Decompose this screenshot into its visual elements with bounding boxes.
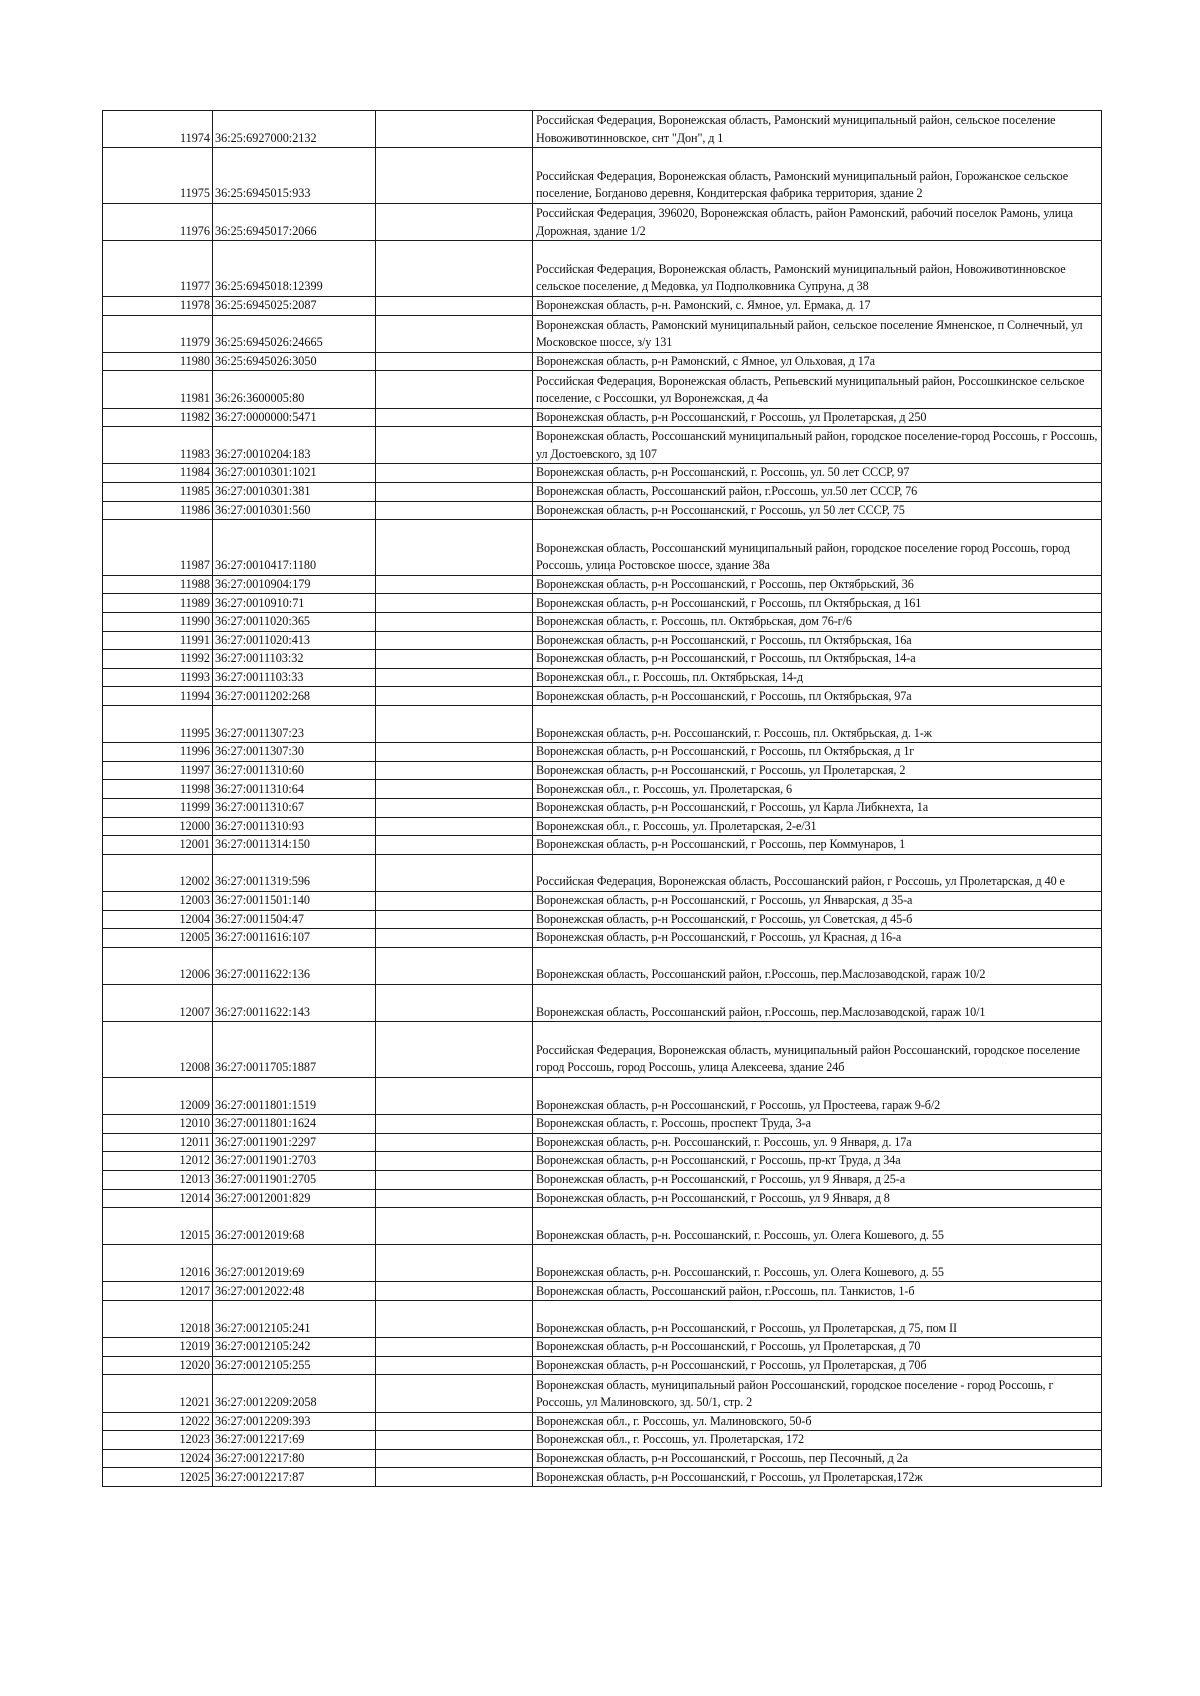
table-row	[103, 148, 1102, 204]
table-row	[103, 241, 1102, 297]
row-number: 11976	[103, 203, 213, 240]
cadastral-number: 36:27:0011901:2705	[213, 1170, 376, 1189]
cadastral-number: 36:26:3600005:80	[213, 371, 376, 408]
empty-cell	[376, 203, 533, 240]
empty-cell	[376, 836, 533, 855]
row-number: 12021	[103, 1375, 213, 1412]
empty-cell	[376, 501, 533, 520]
empty-cell	[376, 631, 533, 650]
cadastral-number: 36:27:0011020:413	[213, 631, 376, 650]
cadastral-number: 36:27:0012209:2058	[213, 1375, 376, 1412]
table-row	[103, 668, 1102, 687]
empty-cell	[376, 575, 533, 594]
empty-cell	[376, 687, 533, 706]
row-number: 12019	[103, 1338, 213, 1357]
cadastral-number: 36:27:0012001:829	[213, 1189, 376, 1208]
table-row	[103, 1412, 1102, 1431]
empty-cell	[376, 947, 533, 984]
address-cell: Воронежская область, р-н Рамонский, с Ямное, ул Ольховая, д 17а	[533, 352, 1102, 371]
empty-cell	[376, 427, 533, 464]
empty-cell	[376, 1338, 533, 1357]
row-number: 11982	[103, 408, 213, 427]
empty-cell	[376, 1189, 533, 1208]
empty-cell	[376, 743, 533, 762]
address-cell: Воронежская область, р-н Россошанский, г Россошь, ул Красная, д 16-а	[533, 929, 1102, 948]
table-row	[103, 891, 1102, 910]
table-row	[103, 836, 1102, 855]
cadastral-number: 36:27:0010904:179	[213, 575, 376, 594]
row-number: 12012	[103, 1152, 213, 1171]
address-cell: Воронежская область, р-н. Россошанский, г. Россошь, ул. 9 Января, д. 17а	[533, 1133, 1102, 1152]
address-cell: Воронежская область, Россошанский район, г.Россошь, пл. Танкистов, 1-б	[533, 1282, 1102, 1301]
address-cell: Воронежская область, муниципальный район Россошанский, городское поселение - город Россошь, г Россошь, ул Малиновского, зд. 50/1, стр. 2	[533, 1375, 1102, 1412]
cadastral-number: 36:27:0011501:140	[213, 891, 376, 910]
empty-cell	[376, 910, 533, 929]
cadastral-number: 36:27:0011307:23	[213, 706, 376, 743]
row-number: 12000	[103, 817, 213, 836]
address-cell: Воронежская область, р-н Россошанский, г Россошь, пер Песочный, д 2а	[533, 1449, 1102, 1468]
address-cell: Воронежская область, р-н Россошанский, г Россошь, пр-кт Труда, д 34а	[533, 1152, 1102, 1171]
cadastral-number: 36:25:6945026:3050	[213, 352, 376, 371]
row-number: 11995	[103, 706, 213, 743]
table-row	[103, 352, 1102, 371]
row-number: 12017	[103, 1282, 213, 1301]
address-cell: Воронежская область, Рамонский муниципальный район, сельское поселение Ямненское, п Солнечный, ул Московское шоссе, з/у 131	[533, 315, 1102, 352]
empty-cell	[376, 1077, 533, 1114]
empty-cell	[376, 706, 533, 743]
table-row	[103, 1152, 1102, 1171]
cadastral-number: 36:27:0011307:30	[213, 743, 376, 762]
cadastral-number: 36:27:0010301:560	[213, 501, 376, 520]
row-number: 11991	[103, 631, 213, 650]
address-cell: Воронежская область, р-н Россошанский, г Россошь, пл Октябрьская, д 161	[533, 594, 1102, 613]
cadastral-number: 36:27:0011504:47	[213, 910, 376, 929]
table-row	[103, 427, 1102, 464]
empty-cell	[376, 464, 533, 483]
table-row	[103, 984, 1102, 1021]
table-row	[103, 371, 1102, 408]
table-row	[103, 482, 1102, 501]
address-cell: Российская Федерация, Воронежская область, Рамонский муниципальный район, сельское поселение Новоживотинновское, снт "Дон", д 1	[533, 111, 1102, 148]
empty-cell	[376, 1375, 533, 1412]
address-cell: Воронежская область, р-н Россошанский, г Россошь, ул Январская, д 35-а	[533, 891, 1102, 910]
empty-cell	[376, 315, 533, 352]
address-cell: Воронежская область, р-н Россошанский, г Россошь, ул Пролетарская, д 250	[533, 408, 1102, 427]
table-row	[103, 854, 1102, 891]
row-number: 12011	[103, 1133, 213, 1152]
row-number: 11999	[103, 799, 213, 818]
table-row	[103, 780, 1102, 799]
empty-cell	[376, 817, 533, 836]
row-number: 12014	[103, 1189, 213, 1208]
row-number: 11981	[103, 371, 213, 408]
table-row	[103, 743, 1102, 762]
table-row	[103, 910, 1102, 929]
cadastral-number: 36:27:0011020:365	[213, 613, 376, 632]
cadastral-number: 36:27:0011202:268	[213, 687, 376, 706]
address-cell: Воронежская область, р-н Россошанский, г Россошь, ул Пролетарская, д 70	[533, 1338, 1102, 1357]
cadastral-number: 36:27:0011310:93	[213, 817, 376, 836]
address-cell: Воронежская область, р-н Россошанский, г Россошь, ул Пролетарская, д 75, пом II	[533, 1301, 1102, 1338]
address-cell: Воронежская область, р-н Россошанский, г Россошь, пер Октябрьский, 36	[533, 575, 1102, 594]
cadastral-number: 36:27:0011801:1624	[213, 1115, 376, 1134]
table-row	[103, 929, 1102, 948]
table-row	[103, 575, 1102, 594]
cadastral-number: 36:25:6945017:2066	[213, 203, 376, 240]
empty-cell	[376, 1133, 533, 1152]
row-number: 11975	[103, 148, 213, 204]
row-number: 12010	[103, 1115, 213, 1134]
row-number: 11990	[103, 613, 213, 632]
address-cell: Воронежская область, р-н Россошанский, г Россошь, ул Пролетарская,172ж	[533, 1468, 1102, 1487]
address-cell: Российская Федерация, Воронежская область, Репьевский муниципальный район, Россошкинское сельское поселение, с Россошки, ул Воронежская, д 4а	[533, 371, 1102, 408]
address-cell: Воронежская обл., г. Россошь, ул. Пролетарская, 2-е/31	[533, 817, 1102, 836]
table-row	[103, 1338, 1102, 1357]
cadastral-table	[102, 110, 1102, 1487]
table-row	[103, 631, 1102, 650]
empty-cell	[376, 668, 533, 687]
table-row	[103, 1282, 1102, 1301]
address-cell: Воронежская область, р-н Россошанский, г Россошь, пл Октябрьская, 14-а	[533, 650, 1102, 669]
cadastral-number: 36:25:6945025:2087	[213, 296, 376, 315]
cadastral-number: 36:27:0011310:67	[213, 799, 376, 818]
table-row	[103, 464, 1102, 483]
row-number: 11987	[103, 520, 213, 576]
cadastral-number: 36:25:6945026:24665	[213, 315, 376, 352]
address-cell: Российская Федерация, Воронежская область, Россошанский район, г Россошь, ул Пролетарская, д 40 е	[533, 854, 1102, 891]
row-number: 11992	[103, 650, 213, 669]
empty-cell	[376, 1208, 533, 1245]
table-row	[103, 1189, 1102, 1208]
address-cell: Воронежская область, р-н Россошанский, г Россошь, пл Октябрьская, 16а	[533, 631, 1102, 650]
cadastral-number: 36:27:0012217:87	[213, 1468, 376, 1487]
address-cell: Воронежская область, Россошанский муниципальный район, городское поселение город Россошь, город Россошь, улица Ростовское шоссе, здание 38а	[533, 520, 1102, 576]
address-cell: Воронежская область, г. Россошь, пл. Октябрьская, дом 76-г/6	[533, 613, 1102, 632]
empty-cell	[376, 1282, 533, 1301]
empty-cell	[376, 371, 533, 408]
cadastral-number: 36:27:0010301:1021	[213, 464, 376, 483]
row-number: 12018	[103, 1301, 213, 1338]
table-row	[103, 315, 1102, 352]
empty-cell	[376, 520, 533, 576]
empty-cell	[376, 613, 533, 632]
empty-cell	[376, 241, 533, 297]
empty-cell	[376, 1412, 533, 1431]
table-row	[103, 650, 1102, 669]
empty-cell	[376, 1449, 533, 1468]
empty-cell	[376, 296, 533, 315]
empty-cell	[376, 1431, 533, 1450]
row-number: 11985	[103, 482, 213, 501]
empty-cell	[376, 352, 533, 371]
cadastral-number: 36:27:0012019:68	[213, 1208, 376, 1245]
address-cell: Воронежская область, р-н Россошанский, г Россошь, пл Октябрьская, 97а	[533, 687, 1102, 706]
row-number: 12013	[103, 1170, 213, 1189]
table-row	[103, 1375, 1102, 1412]
address-cell: Воронежская обл., г. Россошь, ул. Пролетарская, 172	[533, 1431, 1102, 1450]
address-cell: Воронежская область, р-н. Россошанский, г. Россошь, ул. Олега Кошевого, д. 55	[533, 1208, 1102, 1245]
address-cell: Воронежская область, р-н Россошанский, г Россошь, ул 9 Января, д 8	[533, 1189, 1102, 1208]
empty-cell	[376, 1245, 533, 1282]
cadastral-number: 36:27:0011103:33	[213, 668, 376, 687]
cadastral-number: 36:27:0012105:242	[213, 1338, 376, 1357]
table-row	[103, 1115, 1102, 1134]
table-row	[103, 1356, 1102, 1375]
empty-cell	[376, 984, 533, 1021]
row-number: 11994	[103, 687, 213, 706]
row-number: 12002	[103, 854, 213, 891]
address-cell: Воронежская область, р-н Россошанский, г Россошь, ул Советская, д 45-б	[533, 910, 1102, 929]
cadastral-number: 36:27:0011310:64	[213, 780, 376, 799]
cadastral-number: 36:27:0010301:381	[213, 482, 376, 501]
empty-cell	[376, 1468, 533, 1487]
address-cell: Воронежская область, р-н Россошанский, г Россошь, ул 50 лет СССР, 75	[533, 501, 1102, 520]
cadastral-number: 36:27:0011801:1519	[213, 1077, 376, 1114]
cadastral-number: 36:27:0012105:241	[213, 1301, 376, 1338]
row-number: 12025	[103, 1468, 213, 1487]
address-cell: Воронежская область, р-н. Рамонский, с. Ямное, ул. Ермака, д. 17	[533, 296, 1102, 315]
row-number: 12001	[103, 836, 213, 855]
cadastral-number: 36:27:0012105:255	[213, 1356, 376, 1375]
table-row	[103, 1133, 1102, 1152]
table-body	[103, 111, 1102, 1487]
address-cell: Воронежская область, р-н Россошанский, г Россошь, ул 9 Января, д 25-а	[533, 1170, 1102, 1189]
table-row	[103, 408, 1102, 427]
row-number: 12009	[103, 1077, 213, 1114]
cadastral-number: 36:27:0011901:2297	[213, 1133, 376, 1152]
cadastral-number: 36:27:0010204:183	[213, 427, 376, 464]
row-number: 11989	[103, 594, 213, 613]
address-cell: Воронежская область, р-н Россошанский, г Россошь, ул Пролетарская, 2	[533, 761, 1102, 780]
empty-cell	[376, 594, 533, 613]
cadastral-number: 36:27:0011103:32	[213, 650, 376, 669]
row-number: 12023	[103, 1431, 213, 1450]
address-cell: Российская Федерация, Воронежская область, муниципальный район Россошанский, городское поселение город Россошь, город Россошь, улица Алексеева, здание 24б	[533, 1022, 1102, 1078]
address-cell: Воронежская обл., г. Россошь, пл. Октябрьская, 14-д	[533, 668, 1102, 687]
cadastral-number: 36:27:0012209:393	[213, 1412, 376, 1431]
address-cell: Воронежская область, р-н Россошанский, г Россошь, ул Карла Либкнехта, 1а	[533, 799, 1102, 818]
table-row	[103, 1022, 1102, 1078]
table-row	[103, 947, 1102, 984]
cadastral-number: 36:27:0000000:5471	[213, 408, 376, 427]
table-row	[103, 296, 1102, 315]
address-cell: Воронежская область, р-н. Россошанский, г. Россошь, пл. Октябрьская, д. 1-ж	[533, 706, 1102, 743]
table-row	[103, 706, 1102, 743]
empty-cell	[376, 1301, 533, 1338]
empty-cell	[376, 148, 533, 204]
table-row	[103, 761, 1102, 780]
address-cell: Воронежская область, р-н Россошанский, г. Россошь, ул. 50 лет СССР, 97	[533, 464, 1102, 483]
cadastral-number: 36:27:0011901:2703	[213, 1152, 376, 1171]
table-row	[103, 1208, 1102, 1245]
empty-cell	[376, 780, 533, 799]
row-number: 11998	[103, 780, 213, 799]
address-cell: Воронежская обл., г. Россошь, ул. Пролетарская, 6	[533, 780, 1102, 799]
empty-cell	[376, 482, 533, 501]
empty-cell	[376, 111, 533, 148]
table-row	[103, 203, 1102, 240]
empty-cell	[376, 650, 533, 669]
address-cell: Российская Федерация, Воронежская область, Рамонский муниципальный район, Новоживотинновское сельское поселение, д Медовка, ул Подполковника Супруна, д 38	[533, 241, 1102, 297]
row-number: 11984	[103, 464, 213, 483]
address-cell: Воронежская обл., г. Россошь, ул. Малиновского, 50-б	[533, 1412, 1102, 1431]
cadastral-number: 36:27:0011310:60	[213, 761, 376, 780]
empty-cell	[376, 761, 533, 780]
row-number: 11974	[103, 111, 213, 148]
cadastral-number: 36:27:0012217:69	[213, 1431, 376, 1450]
address-cell: Воронежская область, р-н Россошанский, г Россошь, пер Коммунаров, 1	[533, 836, 1102, 855]
address-cell: Воронежская область, р-н Россошанский, г Россошь, ул Пролетарская, д 70б	[533, 1356, 1102, 1375]
address-cell: Воронежская область, Россошанский район, г.Россошь, ул.50 лет СССР, 76	[533, 482, 1102, 501]
row-number: 11996	[103, 743, 213, 762]
empty-cell	[376, 799, 533, 818]
cadastral-number: 36:25:6945015:933	[213, 148, 376, 204]
address-cell: Воронежская область, г. Россошь, проспект Труда, 3-а	[533, 1115, 1102, 1134]
cadastral-number: 36:27:0011622:136	[213, 947, 376, 984]
empty-cell	[376, 408, 533, 427]
address-cell: Воронежская область, р-н. Россошанский, г. Россошь, ул. Олега Кошевого, д. 55	[533, 1245, 1102, 1282]
row-number: 12004	[103, 910, 213, 929]
empty-cell	[376, 1022, 533, 1078]
cadastral-number: 36:27:0010417:1180	[213, 520, 376, 576]
row-number: 11988	[103, 575, 213, 594]
row-number: 12016	[103, 1245, 213, 1282]
row-number: 12015	[103, 1208, 213, 1245]
address-cell: Воронежская область, Россошанский муниципальный район, городское поселение-город Россошь, г Россошь, ул Достоевского, зд 107	[533, 427, 1102, 464]
table-row	[103, 594, 1102, 613]
cadastral-number: 36:27:0011616:107	[213, 929, 376, 948]
empty-cell	[376, 891, 533, 910]
row-number: 11978	[103, 296, 213, 315]
cadastral-number: 36:27:0011622:143	[213, 984, 376, 1021]
row-number: 12003	[103, 891, 213, 910]
empty-cell	[376, 1152, 533, 1171]
address-cell: Воронежская область, Россошанский район, г.Россошь, пер.Маслозаводской, гараж 10/1	[533, 984, 1102, 1021]
cadastral-number: 36:27:0012217:80	[213, 1449, 376, 1468]
row-number: 12020	[103, 1356, 213, 1375]
address-cell: Российская Федерация, 396020, Воронежская область, район Рамонский, рабочий поселок Рамонь, улица Дорожная, здание 1/2	[533, 203, 1102, 240]
address-cell: Воронежская область, Россошанский район, г.Россошь, пер.Маслозаводской, гараж 10/2	[533, 947, 1102, 984]
table-row	[103, 1245, 1102, 1282]
table-row	[103, 1170, 1102, 1189]
cadastral-number: 36:27:0011705:1887	[213, 1022, 376, 1078]
row-number: 12006	[103, 947, 213, 984]
table-row	[103, 1468, 1102, 1487]
table-row	[103, 1301, 1102, 1338]
table-row	[103, 520, 1102, 576]
address-cell: Воронежская область, р-н Россошанский, г Россошь, пл Октябрьская, д 1г	[533, 743, 1102, 762]
row-number: 11993	[103, 668, 213, 687]
cadastral-number: 36:25:6927000:2132	[213, 111, 376, 148]
cadastral-number: 36:27:0011319:596	[213, 854, 376, 891]
table-row	[103, 817, 1102, 836]
row-number: 11980	[103, 352, 213, 371]
row-number: 12005	[103, 929, 213, 948]
empty-cell	[376, 1170, 533, 1189]
cadastral-number: 36:27:0011314:150	[213, 836, 376, 855]
cadastral-number: 36:27:0012019:69	[213, 1245, 376, 1282]
table-row	[103, 501, 1102, 520]
table-row	[103, 799, 1102, 818]
empty-cell	[376, 1115, 533, 1134]
table-row	[103, 1077, 1102, 1114]
empty-cell	[376, 854, 533, 891]
table-row	[103, 111, 1102, 148]
empty-cell	[376, 1356, 533, 1375]
table-row	[103, 1449, 1102, 1468]
address-cell: Воронежская область, р-н Россошанский, г Россошь, ул Простеева, гараж 9-б/2	[533, 1077, 1102, 1114]
table-row	[103, 613, 1102, 632]
row-number: 12024	[103, 1449, 213, 1468]
cadastral-number: 36:27:0010910:71	[213, 594, 376, 613]
row-number: 11977	[103, 241, 213, 297]
address-cell: Российская Федерация, Воронежская область, Рамонский муниципальный район, Горожанское сельское поселение, Богданово деревня, Кондитерская фабрика территория, здание 2	[533, 148, 1102, 204]
row-number: 12022	[103, 1412, 213, 1431]
empty-cell	[376, 929, 533, 948]
row-number: 12007	[103, 984, 213, 1021]
row-number: 11997	[103, 761, 213, 780]
cadastral-number: 36:27:0012022:48	[213, 1282, 376, 1301]
row-number: 11986	[103, 501, 213, 520]
table-row	[103, 1431, 1102, 1450]
row-number: 12008	[103, 1022, 213, 1078]
row-number: 11983	[103, 427, 213, 464]
cadastral-number: 36:25:6945018:12399	[213, 241, 376, 297]
row-number: 11979	[103, 315, 213, 352]
table-row	[103, 687, 1102, 706]
